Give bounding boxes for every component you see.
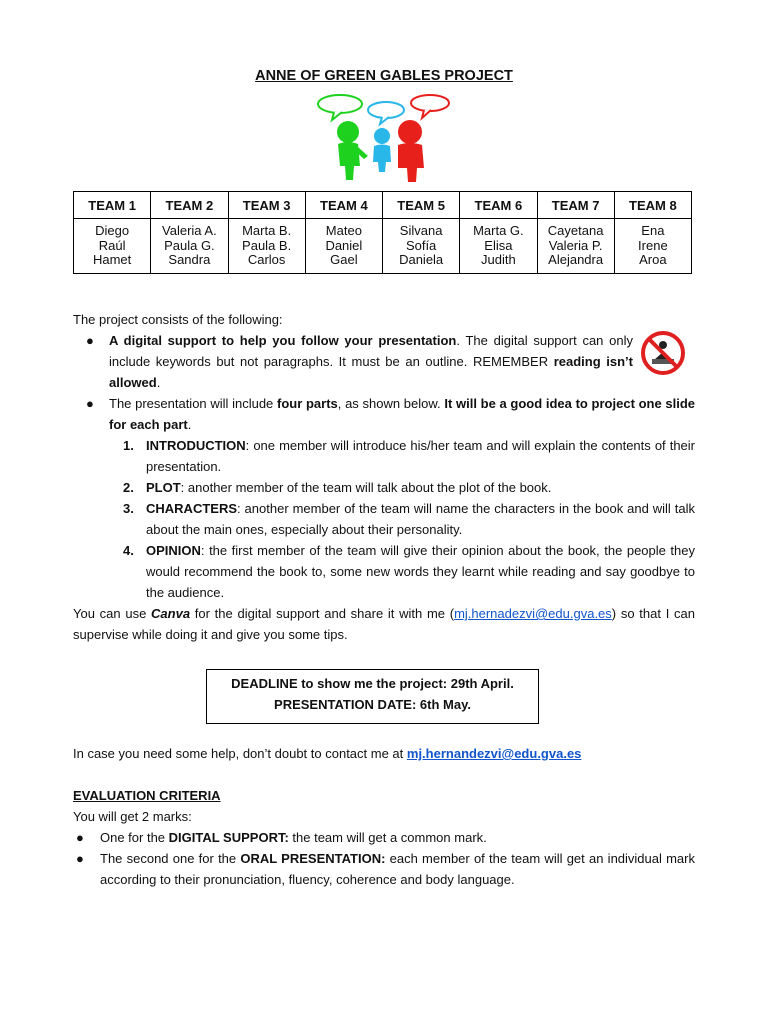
team-header: TEAM 6 [460, 192, 537, 219]
list-item [73, 393, 695, 435]
contact-email-link[interactable]: mj.hernandezvi@edu.gva.es [406, 746, 582, 761]
bullet-bold-text: It will be a good idea to project one slide for each part [109, 396, 696, 432]
no-reading-sign-icon [640, 330, 686, 376]
bullet-bold-text: reading isn’t allowed [109, 354, 633, 390]
eval-text: the team will get a common mark. [288, 830, 487, 845]
team-members-cell [537, 219, 614, 274]
bullet-dot: ● [86, 396, 94, 411]
list-item [73, 498, 695, 540]
team-member: Paula G. [164, 237, 215, 253]
team-member: Daniel [325, 237, 363, 253]
team-member: Raúl [98, 237, 126, 253]
team-member: Marta G. [473, 223, 524, 239]
list-item [73, 848, 695, 890]
team-member: Ena [641, 223, 665, 239]
team-members-cell [74, 219, 151, 274]
team-members-cell [383, 219, 460, 274]
team-header: TEAM 7 [537, 192, 614, 219]
team-header: TEAM 4 [305, 192, 382, 219]
evaluation-list [73, 827, 695, 890]
eval-text: One for the [100, 830, 169, 845]
teams-table [73, 191, 692, 274]
bullet-dot: ● [76, 851, 84, 866]
team-header: TEAM 8 [614, 192, 691, 219]
team-member: Aroa [639, 252, 667, 268]
text: In case you need some help, don’t doubt to contact me at [73, 746, 407, 761]
part-text: : the first member of the team will give their opinion about the book, the people they would recommend the book to, some new words they learnt while reading and say goodbye to the audience. [146, 543, 695, 600]
list-item [73, 477, 695, 498]
part-number: 2. [123, 480, 134, 495]
team-member: Sofía [405, 237, 437, 253]
help-contact [73, 743, 581, 764]
team-member: Valeria P. [548, 237, 603, 253]
team-member: Carlos [247, 252, 286, 268]
list-item [73, 540, 695, 603]
part-number: 3. [123, 501, 134, 516]
bullet-dot: ● [76, 830, 84, 845]
canva-instructions [73, 603, 695, 645]
team-member: Cayetana [547, 223, 604, 239]
team-members-cell [151, 219, 228, 274]
deadline-line: DEADLINE to show me the project: 29th April. [231, 676, 514, 691]
part-label: INTRODUCTION [146, 438, 246, 453]
presentation-date-line: PRESENTATION DATE: 6th May. [274, 697, 471, 712]
deadline-box [206, 669, 539, 724]
bullet-text: . [156, 375, 161, 390]
teacher-email-link[interactable]: mj.hernadezvi@edu.gva.es [454, 606, 612, 621]
team-member: Hamet [92, 252, 132, 268]
team-member: Mateo [325, 223, 362, 239]
team-header: TEAM 1 [74, 192, 151, 219]
bullet-dot: ● [86, 333, 94, 348]
team-members-cell [614, 219, 691, 274]
eval-text: each member of the team will get an individual mark according to their pronunciation, fluency, coherence and body language. [100, 851, 695, 887]
list-item [73, 827, 695, 848]
eval-text: The second one for the [100, 851, 241, 866]
part-number: 4. [123, 543, 134, 558]
team-member: Sandra [168, 252, 211, 268]
list-item [73, 435, 695, 477]
marks-text: You will get 2 marks: [73, 809, 192, 824]
team-member: Elisa [484, 237, 513, 253]
team-members-cell [460, 219, 537, 274]
team-member: Irene [638, 237, 668, 253]
team-member: Gael [330, 252, 358, 268]
text: ) so that I can supervise while doing it and give you some tips. [73, 606, 695, 642]
bullet-bold-text: A digital support to help you follow your presentation [109, 333, 457, 348]
part-label: PLOT [146, 480, 181, 495]
intro-text: The project consists of the following: [73, 312, 283, 327]
document-title: ANNE OF GREEN GABLES PROJECT [255, 68, 513, 84]
bullet-text: . [187, 417, 192, 432]
part-label: OPINION [146, 543, 201, 558]
team-member: Daniela [399, 252, 444, 268]
team-member: Paula B. [242, 237, 292, 253]
project-description [73, 309, 695, 603]
team-header: TEAM 2 [151, 192, 228, 219]
team-member: Alejandra [548, 252, 604, 268]
part-text: : one member will introduce his/her team and will explain the contents of their presentation. [146, 438, 695, 474]
team-header: TEAM 3 [228, 192, 305, 219]
bullet-text: The presentation will include [109, 396, 277, 411]
team-member: Judith [481, 252, 516, 268]
team-member: Marta B. [242, 223, 292, 239]
part-text: : another member of the team will talk about the plot of the book. [180, 480, 552, 495]
text: for the digital support and share it with me ( [190, 606, 455, 621]
text: You can use [73, 606, 152, 621]
team-member: Silvana [399, 223, 443, 239]
eval-bold-text: DIGITAL SUPPORT: [168, 830, 289, 845]
eval-bold-text: ORAL PRESENTATION: [240, 851, 386, 866]
list-item [73, 330, 695, 393]
bullet-text: , as shown below. [337, 396, 445, 411]
speech-bubble-figures-illustration [312, 92, 452, 184]
team-header: TEAM 5 [383, 192, 460, 219]
part-text: : another member of the team will name the characters in the book and will talk about the main ones, especially about their personality. [146, 501, 695, 537]
part-label: CHARACTERS [146, 501, 237, 516]
bullet-text: . The digital support can only include keywords but not paragraphs. It must be an outline. REMEMBER [109, 333, 633, 369]
bullet-bold-text: four parts [277, 396, 338, 411]
evaluation-heading: EVALUATION CRITERIA [73, 788, 221, 803]
part-number: 1. [123, 438, 134, 453]
team-member: Valeria A. [162, 223, 217, 239]
team-member: Diego [95, 223, 130, 239]
presentation-parts-list [73, 435, 695, 603]
requirements-list [73, 330, 695, 435]
team-members-cell [228, 219, 305, 274]
canva-name: Canva [151, 606, 191, 621]
team-members-cell [305, 219, 382, 274]
